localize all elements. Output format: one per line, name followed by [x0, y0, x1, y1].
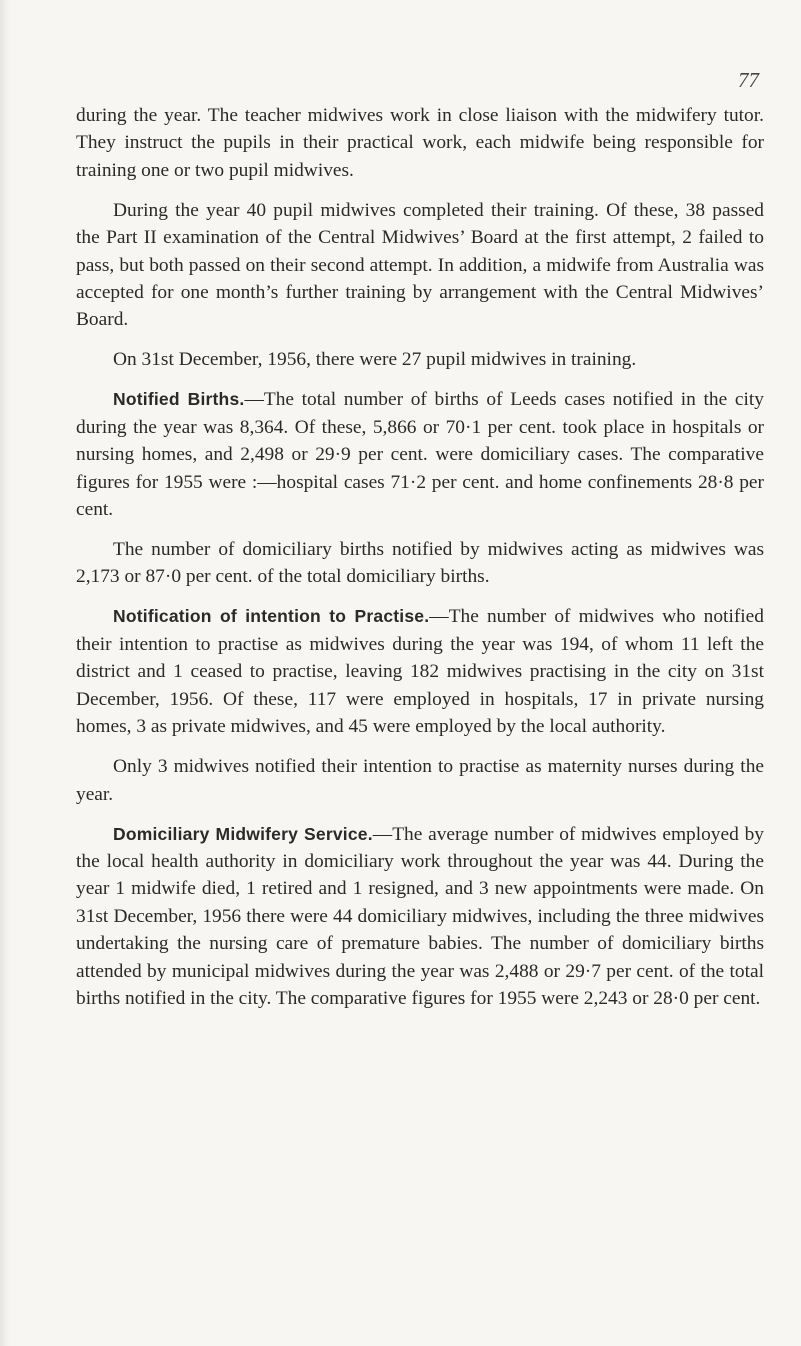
page-edge-shadow	[0, 0, 10, 1346]
section-heading-notified-births: Notified Births.	[113, 389, 245, 410]
paragraph-domiciliary-births	[76, 536, 764, 591]
paragraph-text: —The average number of midwives employed by the local health authority in domiciliary work throughout the year was 44. During the year 1 midwife died, 1 retired and 1 resigned, and 3 new appointments were made. On 31st December, 1956 there were 44 domiciliary midwives, including the three midwives undertaking the nursing care of premature babies. The number of domiciliary births attended by municipal midwives during the year was 2,488 or 29·7 per cent. of the total births notified in the city. The comparative figures for 1955 were 2,243 or 28·0 per cent.	[76, 823, 764, 1009]
document-body	[76, 102, 764, 1025]
paragraph-text: The number of domiciliary births notified by midwives acting as midwives was 2,173 or 87·0 per cent. of the total domiciliary births.	[76, 539, 764, 588]
paragraph-maternity-nurses	[76, 753, 764, 808]
paragraph-text: On 31st December, 1956, there were 27 pupil midwives in training.	[113, 349, 637, 371]
paragraph-notification-intention	[76, 603, 764, 740]
paragraph-text: Only 3 midwives notified their intention to practise as maternity nurses during the year.	[76, 756, 764, 805]
paragraph-notified-births	[76, 386, 764, 523]
paragraph-text: During the year 40 pupil midwives completed their training. Of these, 38 passed the Part II examination of the Central Midwives’ Board at the first attempt, 2 failed to pass, but both passed on their second attempt. In addition, a midwife from Australia was accepted for one month’s further training by arrangement with the Central Midwives’ Board.	[76, 199, 764, 331]
section-heading-notification-intention: Notification of intention to Practise.	[113, 606, 430, 627]
paragraph-text: —The total number of births of Leeds cases notified in the city during the year was 8,364. Of these, 5,866 or 70·1 per cent. took place in hospitals or nursing homes, and 2,498 or 29·9 per cent. were domiciliary cases. The comparative figures for 1955 were :—hospital cases 71·2 per cent. and home confinements 28·8 per cent.	[76, 389, 764, 521]
paragraph-pupil-training	[76, 197, 764, 334]
paragraph-domiciliary-service	[76, 821, 764, 1013]
paragraph-text: during the year. The teacher midwives work in close liaison with the midwifery tutor. They instruct the pupils in their practical work, each midwife being responsible for training one or two pupil midwives.	[76, 105, 764, 181]
page-number: 77	[738, 68, 759, 92]
paragraph-continuation	[76, 102, 764, 184]
paragraph-text: —The number of midwives who notified their intention to practise as midwives during the year was 194, of whom 11 left the district and 1 ceased to practise, leaving 182 midwives practising in the city on 31st December, 1956. Of these, 117 were employed in hospitals, 17 in private nursing homes, 3 as private midwives, and 45 were employed by the local authority.	[76, 606, 764, 738]
section-heading-domiciliary-service: Domiciliary Midwifery Service.	[113, 823, 373, 844]
paragraph-pupils-in-training	[76, 346, 764, 373]
